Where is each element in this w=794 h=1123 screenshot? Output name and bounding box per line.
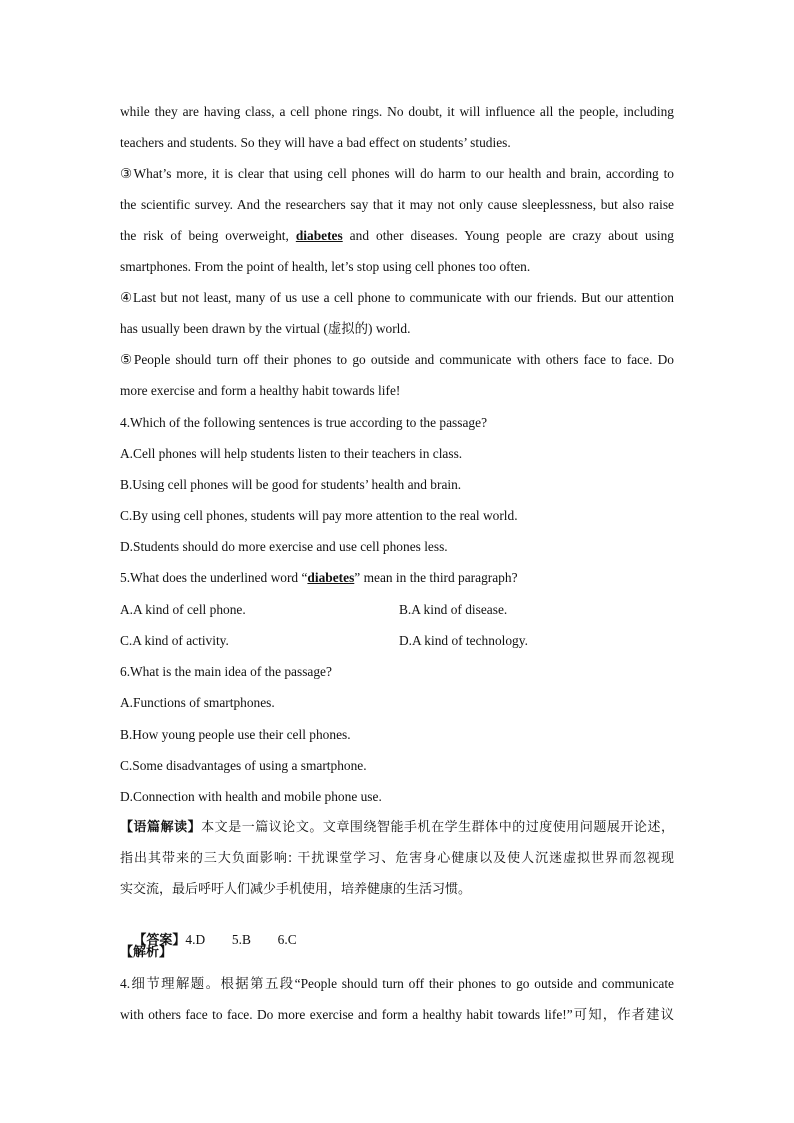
passage-line: while they are having class, a cell phone rings. No doubt, it will influence all the people, including <box>120 104 674 119</box>
passage-line: ④Last but not least, many of us use a cell phone to communicate with our friends. But our attention <box>120 290 674 305</box>
section-label: 【语篇解读】 <box>120 820 202 835</box>
analysis-line: 指出其带来的三大负面影响: 干扰课堂学习、危害身心健康以及使人沉迷虚拟世界而忽视现 <box>120 851 674 866</box>
passage-line: ③What’s more, it is clear that using cell phones will do harm to our health and brain, according to <box>120 166 674 181</box>
analysis-line: with others face to face. Do more exercise and form a healthy habit towards life!”可知，作者建议 <box>120 1007 674 1022</box>
option: D.A kind of technology. <box>399 633 528 648</box>
option: A.A kind of cell phone. <box>120 602 246 617</box>
passage-line: ⑤People should turn off their phones to go outside and communicate with others face to face. Do <box>120 352 674 367</box>
stem-text: ” mean in the third paragraph? <box>354 570 518 585</box>
option: A.Functions of smartphones. <box>120 695 275 710</box>
option: A.Cell phones will help students listen to their teachers in class. <box>120 446 463 461</box>
option: C.By using cell phones, students will pay more attention to the real world. <box>120 508 518 523</box>
passage-line: smartphones. From the point of health, let’s stop using cell phones too often. <box>120 259 531 274</box>
section-label <box>120 944 674 962</box>
option: B.Using cell phones will be good for students’ health and brain. <box>120 477 462 492</box>
option: B.A kind of disease. <box>399 602 508 617</box>
option: D.Connection with health and mobile phone use. <box>120 789 382 804</box>
option: B.How young people use their cell phones. <box>120 727 351 742</box>
analysis-line <box>120 819 674 837</box>
option: D.Students should do more exercise and use cell phones less. <box>120 539 448 554</box>
question-stem: 6.What is the main idea of the passage? <box>120 664 332 679</box>
analysis-text: 本文是一篇议论文。文章围绕智能手机在学生群体中的过度使用问题展开论述， <box>201 820 674 835</box>
passage-line: teachers and students. So they will have a bad effect on students’ studies. <box>120 135 511 150</box>
passage-line: the scientific survey. And the researchers say that it may not only cause sleeplessness, but also raise <box>120 197 674 212</box>
question-stem <box>120 569 674 587</box>
analysis-line: 4.细节理解题。根据第五段“People should turn off their phones to go outside and communicate <box>120 976 674 991</box>
underlined-word: diabetes <box>307 570 355 585</box>
explain-label: 【解析】 <box>120 945 173 960</box>
passage-line: more exercise and form a healthy habit towards life! <box>120 383 401 398</box>
question-stem: 4.Which of the following sentences is true according to the passage? <box>120 415 488 430</box>
answers: 4.D 5.B 6.C <box>185 932 297 947</box>
underlined-word: diabetes <box>295 228 343 243</box>
section-label: 【答案】 <box>133 933 186 948</box>
option: C.A kind of activity. <box>120 633 229 648</box>
passage-line: has usually been drawn by the virtual (虚拟的) world. <box>120 321 411 336</box>
analysis-line: 实交流，最后呼吁人们减少手机使用，培养健康的生活习惯。 <box>120 882 472 897</box>
passage-text: and other diseases. Young people are crazy about using <box>342 228 674 243</box>
passage-line <box>120 227 674 245</box>
option: C.Some disadvantages of using a smartphone. <box>120 758 367 773</box>
passage-text: the risk of being overweight, <box>120 228 296 243</box>
stem-text: 5.What does the underlined word “ <box>120 570 308 585</box>
